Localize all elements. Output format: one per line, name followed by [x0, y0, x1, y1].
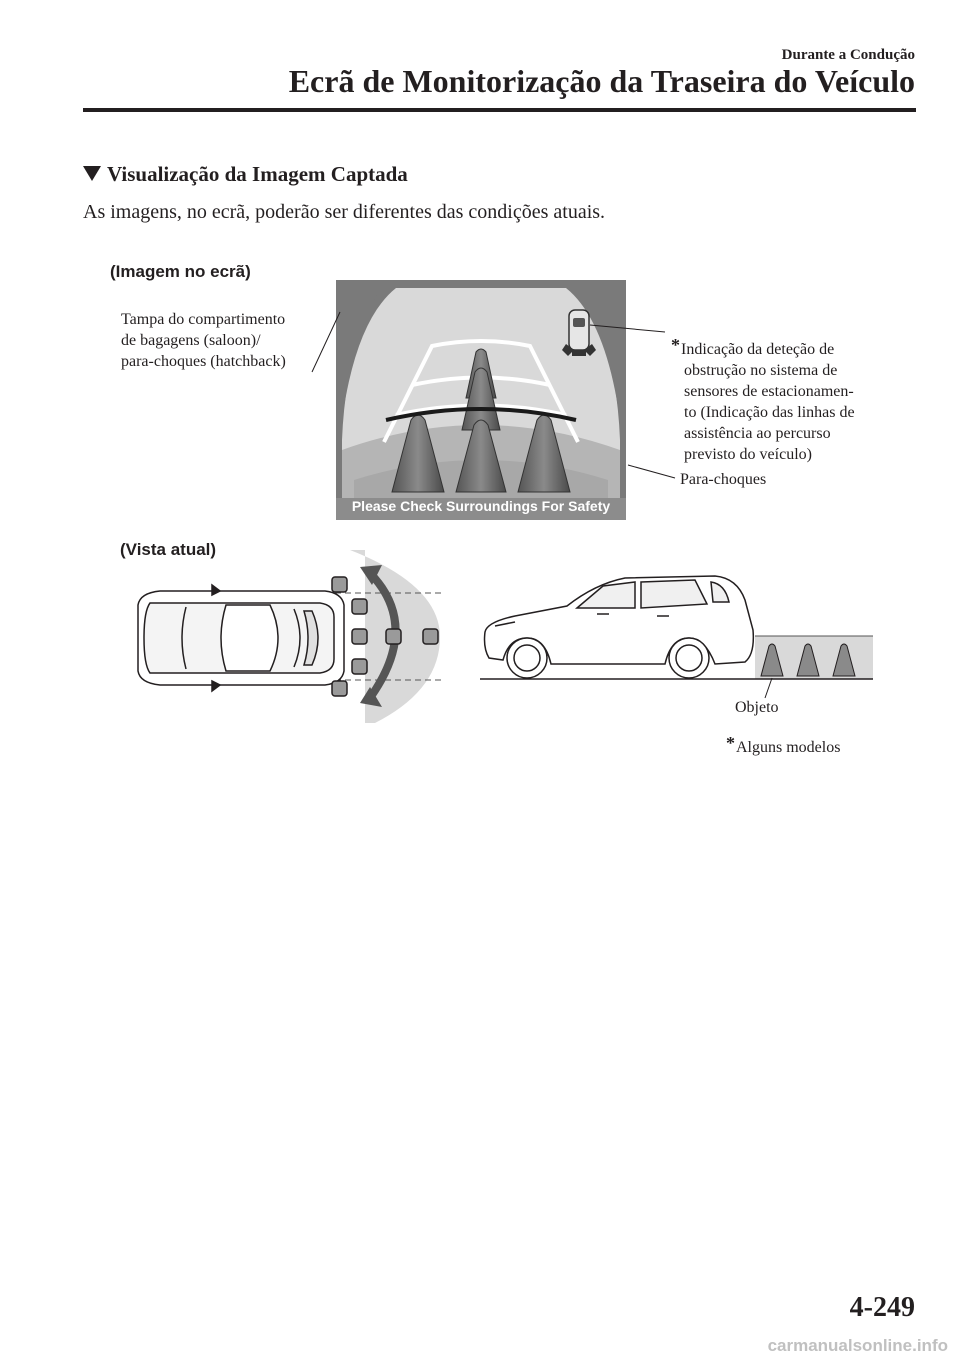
callout-indicacao-line: previsto do veículo) — [684, 446, 812, 463]
callout-indicacao-line: obstrução no sistema de — [684, 362, 838, 379]
page-title: Ecrã de Monitorização da Traseira do Veículo — [288, 63, 915, 99]
car-top-outline — [138, 585, 344, 691]
side-view-car-illustration — [475, 570, 875, 700]
screen-image-caption: (Imagem no ecrã) — [110, 262, 251, 281]
callout-tampa-line: Tampa do compartimento — [121, 311, 286, 328]
callout-indicacao — [671, 335, 855, 465]
triangle-bullet-icon — [83, 166, 101, 181]
top-view-car-illustration — [120, 545, 450, 725]
watermark: carmanualsonline.info — [767, 1336, 948, 1355]
asterisk-icon: * — [726, 733, 735, 753]
asterisk-icon: * — [671, 335, 680, 355]
body-text: As imagens, no ecrã, poderão ser diferentes das condições atuais. — [83, 201, 606, 223]
actual-view-caption: (Vista atual) — [120, 540, 217, 559]
callout-objeto: Objeto — [735, 699, 779, 716]
section-heading — [83, 162, 408, 187]
page-number: 4-249 — [849, 1292, 915, 1323]
section-heading-text: Visualização da Imagem Captada — [107, 162, 408, 186]
callout-indicacao-line: sensores de estacionamen- — [684, 383, 854, 400]
traffic-cones-side — [761, 644, 855, 676]
callout-indicacao-line: Indicação da deteção de — [681, 341, 835, 358]
callout-indicacao-line: to (Indicação das linhas de — [684, 404, 855, 421]
callout-parachoques: Para-choques — [680, 471, 767, 488]
callout-indicacao-line: assistência ao percurso — [684, 425, 831, 442]
footnote-text: Alguns modelos — [736, 739, 841, 756]
callout-tampa-line: para-choques (hatchback) — [121, 353, 286, 370]
safety-banner-text: Please Check Surroundings For Safety — [351, 498, 611, 514]
car-side-outline — [485, 576, 754, 678]
chapter-label: Durante a Condução — [781, 47, 915, 63]
leader-lines — [300, 300, 700, 500]
title-rule — [83, 108, 916, 112]
footnote — [726, 733, 840, 758]
callout-tampa-line: de bagagens (saloon)/ — [121, 332, 261, 349]
callout-tampa — [121, 309, 286, 372]
